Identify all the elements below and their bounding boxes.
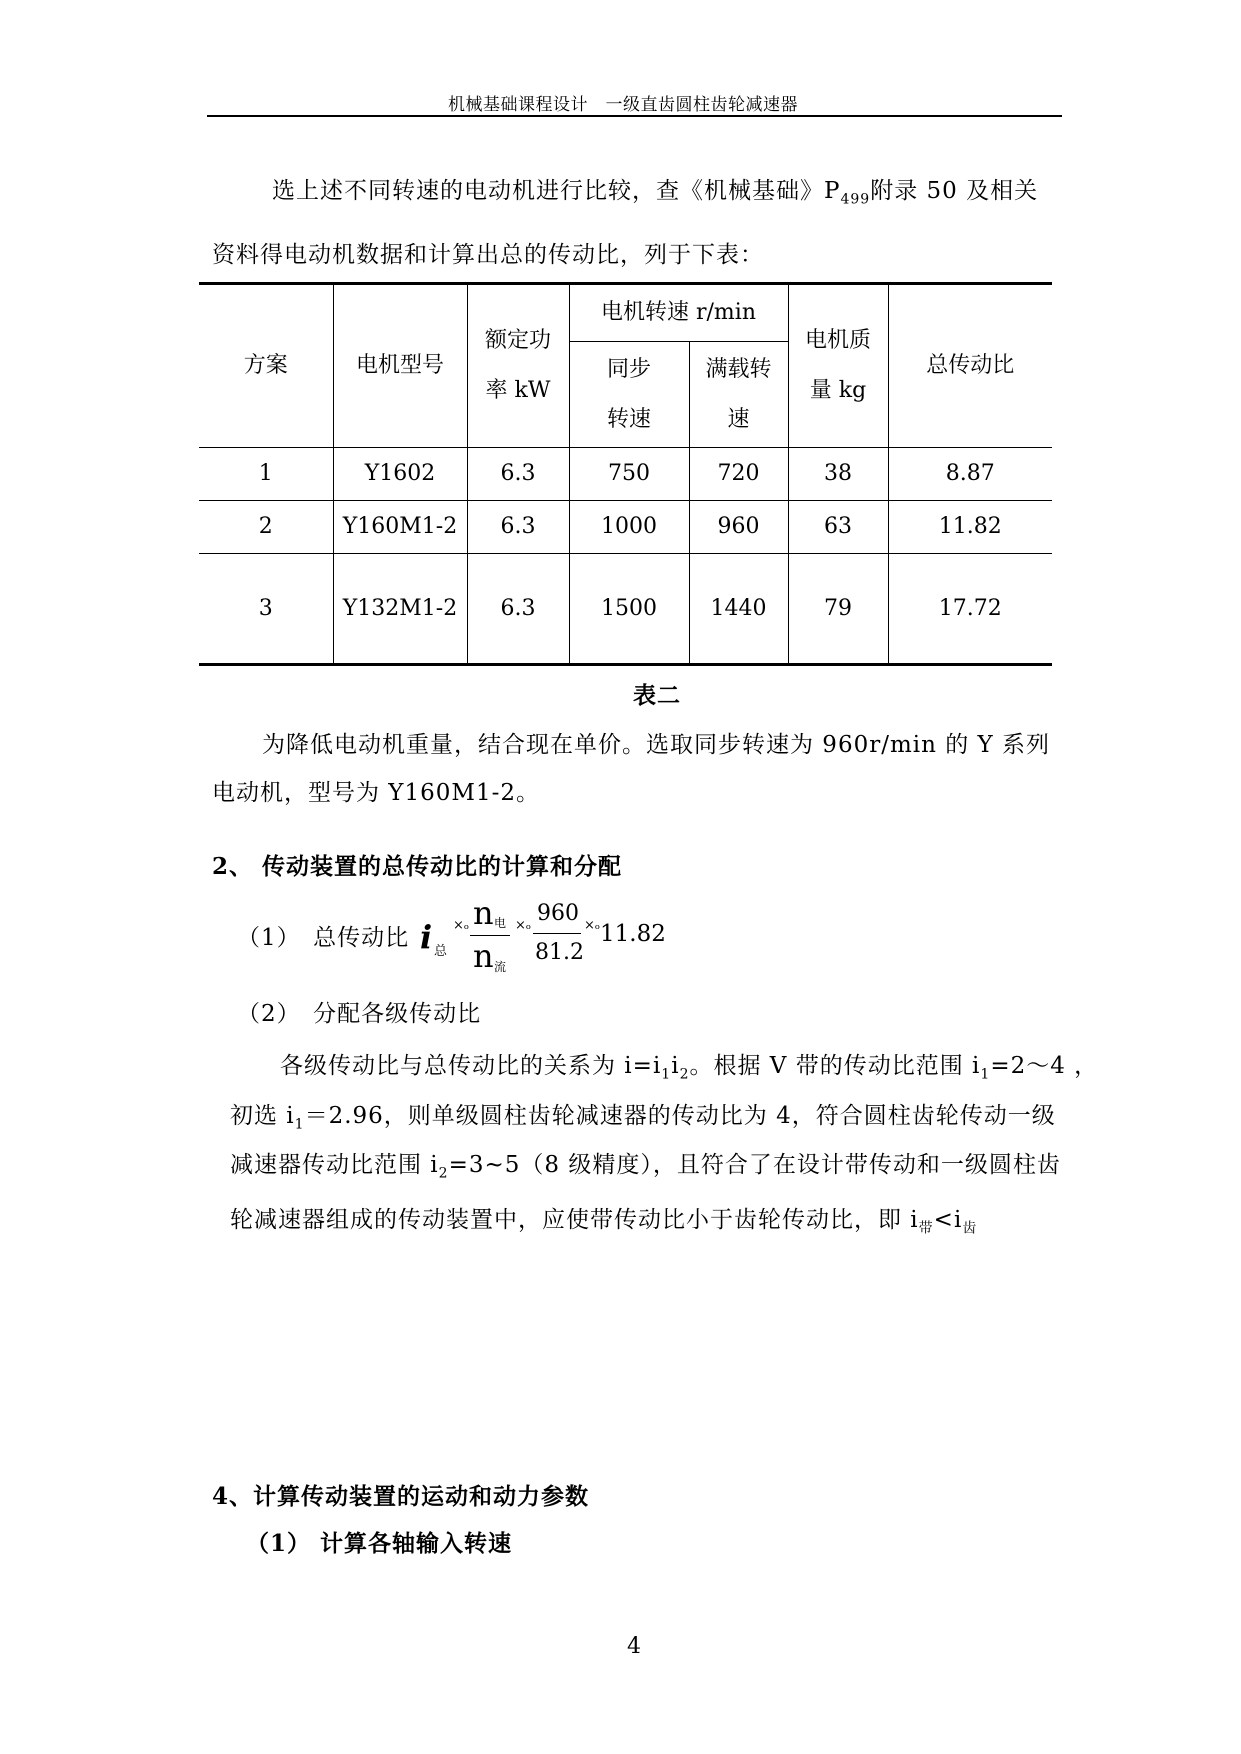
intro-sub: 499: [840, 191, 871, 208]
cell-plan: 3: [199, 554, 333, 665]
cell-sync: 1500: [569, 554, 689, 665]
section-4-item-1: （1） 计算各轴输入转速: [246, 1530, 513, 1557]
header-speed: 电机转速 r/min: [569, 284, 788, 342]
motor-comparison-table: [199, 282, 1052, 666]
ratio-text-a: 各级传动比与总传动比的关系为 i=i: [280, 1053, 662, 1079]
ratio-text-b: ＝2.96，则单级圆柱齿轮减速器的传动比为 4，符合圆柱齿轮传动一级: [304, 1103, 1056, 1129]
ratio-text-b: i: [671, 1053, 680, 1079]
ratio-text-a: 减速器传动比范围 i: [230, 1152, 439, 1178]
header-power: [467, 284, 569, 448]
cell-mass: 79: [788, 554, 888, 665]
formula-result: 11.82: [600, 921, 666, 947]
ratio-para-line-3: [230, 1146, 1061, 1182]
ratio-text-b: =3~5（8 级精度），且符合了在设计带传动和一级圆柱齿: [448, 1152, 1061, 1178]
formula-den-2: 81.2: [535, 940, 584, 965]
formula-n-num: n: [473, 894, 494, 932]
table-row: [199, 448, 1052, 501]
formula-sym-2: ×ₒ: [515, 918, 531, 933]
cell-ratio: 17.72: [888, 554, 1052, 665]
header-ratio: 总传动比: [888, 284, 1052, 448]
cell-power: 6.3: [467, 554, 569, 665]
page-number: 4: [627, 1634, 641, 1659]
intro-line-2: 资料得电动机数据和计算出总的传动比，列于下表：: [212, 242, 764, 268]
selection-line-2: 电动机，型号为 Y160M1-2。: [212, 780, 540, 806]
header-full-line-1: 满载转: [705, 356, 772, 382]
cell-sync: 750: [569, 448, 689, 501]
intro-line-1: [272, 172, 1038, 208]
selection-line-1: 为降低电动机重量，结合现在单价。选取同步转速为 960r/min 的 Y 系列: [262, 732, 1051, 758]
ratio-text-d: =2～4 ，: [990, 1053, 1099, 1079]
cell-mass: 38: [788, 448, 888, 501]
ratio-sub: 齿: [962, 1220, 978, 1237]
ratio-text-a: 轮减速器组成的传动装置中，应使带传动比小于齿轮传动比，即 i: [230, 1207, 919, 1233]
ratio-sub: 2: [438, 1165, 449, 1182]
ratio-text-a: 初选 i: [230, 1103, 295, 1129]
header-sync-line-1: 同步: [606, 356, 651, 382]
formula-bar-2: [533, 933, 581, 934]
table-row: [199, 501, 1052, 554]
header-rule: [207, 115, 1062, 117]
cell-model: Y132M1-2: [333, 554, 467, 665]
header-sync-line-2: 转速: [606, 406, 651, 432]
cell-mass: 63: [788, 501, 888, 554]
header-plan: 方案: [199, 284, 333, 448]
ratio-para-line-1: [280, 1047, 1098, 1083]
item-2-label: （2） 分配各级传动比: [237, 1001, 482, 1027]
ratio-sub: 1: [980, 1066, 991, 1083]
formula-n-den: n: [473, 937, 494, 975]
cell-full: 1440: [689, 554, 788, 665]
cell-power: 6.3: [467, 448, 569, 501]
formula-num-2: 960: [537, 901, 579, 926]
header-model: 电机型号: [333, 284, 467, 448]
header-mass-line-1: 电机质: [804, 328, 871, 353]
cell-ratio: 8.87: [888, 448, 1052, 501]
cell-full: 960: [689, 501, 788, 554]
section-4-heading: 4、计算传动装置的运动和动力参数: [212, 1483, 590, 1510]
intro-text-post: 附录 50 及相关: [870, 178, 1039, 204]
ratio-sub: 1: [661, 1066, 672, 1083]
cell-full: 720: [689, 448, 788, 501]
cell-model: Y160M1-2: [333, 501, 467, 554]
table-row: [199, 554, 1052, 665]
intro-text: 选上述不同转速的电动机进行比较，查《机械基础》P: [272, 178, 841, 204]
cell-ratio: 11.82: [888, 501, 1052, 554]
page-header: 机械基础课程设计 一级直齿圆柱齿轮减速器: [448, 95, 798, 115]
formula-sym-1: ×ₒ: [453, 918, 469, 933]
cell-plan: 1: [199, 448, 333, 501]
formula-bar-1: [470, 935, 510, 936]
header-full-line-2: 速: [727, 406, 750, 432]
cell-power: 6.3: [467, 501, 569, 554]
formula-n-den-sub: 流: [494, 960, 507, 974]
formula-sym-3: ×ₒ: [584, 918, 600, 933]
ratio-text-b: <i: [933, 1207, 963, 1233]
ratio-sub: 1: [294, 1116, 305, 1133]
header-power-line-1: 额定功: [484, 328, 551, 353]
ratio-para-line-2: [230, 1097, 1056, 1133]
item-1-label: （1） 总传动比: [237, 925, 410, 951]
formula-n-num-sub: 电: [494, 916, 507, 930]
table-caption: 表二: [633, 682, 681, 709]
ratio-sub: 2: [679, 1066, 690, 1083]
cell-model: Y1602: [333, 448, 467, 501]
header-mass-line-2: 量 kg: [809, 378, 867, 403]
cell-plan: 2: [199, 501, 333, 554]
cell-sync: 1000: [569, 501, 689, 554]
header-power-line-2: 率 kW: [485, 378, 551, 403]
section-2-heading: 2、 传动装置的总传动比的计算和分配: [212, 853, 623, 880]
ratio-sub: 带: [918, 1220, 934, 1237]
ratio-para-line-4: [230, 1201, 977, 1238]
header-mass: [788, 284, 888, 448]
formula-i: i: [420, 918, 433, 956]
formula-i-sub: 总: [434, 944, 448, 959]
header-sync-speed: [569, 342, 689, 448]
ratio-text-c: 。根据 V 带的传动比范围 i: [689, 1053, 981, 1079]
header-full-speed: [689, 342, 788, 448]
